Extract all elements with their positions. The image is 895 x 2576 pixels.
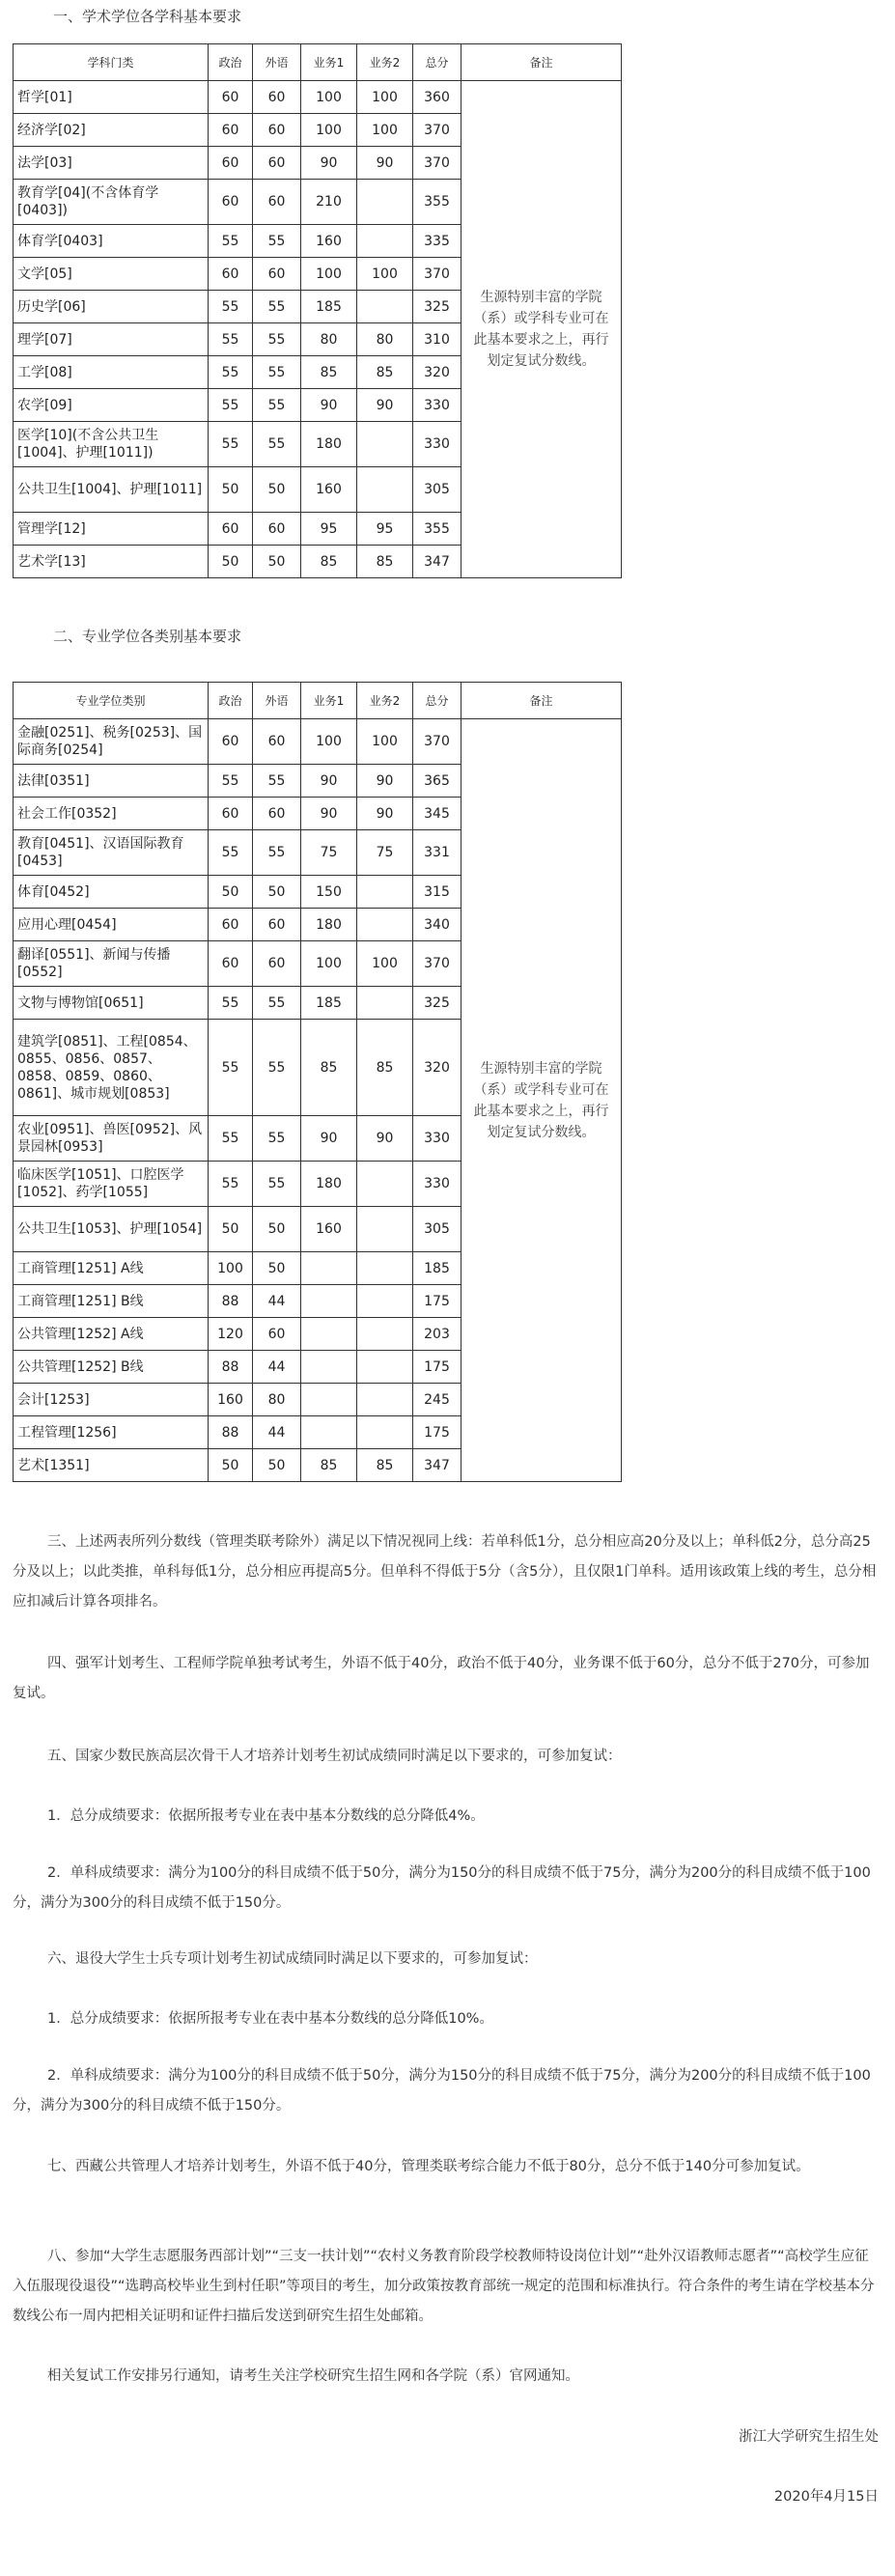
cell-subject-2 xyxy=(357,180,413,225)
cell-name: 公共卫生[1004]、护理[1011] xyxy=(14,467,209,513)
cell-total: 355 xyxy=(413,513,461,546)
cell-subject-2 xyxy=(357,876,413,909)
cell-subject-2: 90 xyxy=(357,147,413,180)
cell-subject-1 xyxy=(301,1252,357,1285)
cell-subject-1: 185 xyxy=(301,291,357,323)
cell-total: 175 xyxy=(413,1416,461,1449)
cell-language: 55 xyxy=(253,765,301,798)
cell-subject-2 xyxy=(357,1252,413,1285)
header-subject-1: 业务1 xyxy=(301,44,357,81)
cell-total: 347 xyxy=(413,1449,461,1482)
header-language: 外语 xyxy=(253,44,301,81)
rule-6-item-1: 1．总分成绩要求：依据所报考专业在表中基本分数线的总分降低10%。 xyxy=(47,2011,493,2027)
cell-subject-2: 85 xyxy=(357,546,413,578)
cell-politics: 60 xyxy=(209,147,253,180)
cell-politics: 50 xyxy=(209,546,253,578)
remarks-note: 生源特别丰富的学院（系）或学科专业可在此基本要求之上，再行划定复试分数线。 xyxy=(461,81,622,578)
rule-5-item-2: 2．单科成绩要求：满分为100分的科目成绩不低于50分，满分为150分的科目成绩不低于75分，满分为200分的科目成绩不低于100分，满分为300分的科目成绩不低于150分。 xyxy=(13,1865,871,1911)
cell-total: 245 xyxy=(413,1384,461,1416)
cell-total: 360 xyxy=(413,81,461,114)
rule-6-paragraph: 六、退役大学生士兵专项计划考生初试成绩同时满足以下要求的，可参加复试： xyxy=(47,1951,538,1967)
cell-name: 临床医学[1051]、口腔医学[1052]、药学[1055] xyxy=(14,1162,209,1207)
issuer-signature: 浙江大学研究生招生处 xyxy=(739,2429,879,2445)
cell-subject-1: 90 xyxy=(301,389,357,422)
cell-name: 公共管理[1252] A线 xyxy=(14,1318,209,1351)
closing-notice: 相关复试工作安排另行通知，请考生关注学校研究生招生网和各学院（系）官网通知。 xyxy=(47,2368,579,2384)
cell-total: 347 xyxy=(413,546,461,578)
cell-politics: 60 xyxy=(209,909,253,941)
cell-total: 345 xyxy=(413,798,461,830)
cell-name: 公共管理[1252] B线 xyxy=(14,1351,209,1384)
cell-language: 60 xyxy=(253,258,301,291)
cell-name: 公共卫生[1053]、护理[1054] xyxy=(14,1207,209,1252)
cell-name: 文物与博物馆[0651] xyxy=(14,987,209,1020)
cell-name: 翻译[0551]、新闻与传播[0552] xyxy=(14,941,209,987)
cell-subject-1: 90 xyxy=(301,798,357,830)
cell-subject-1: 90 xyxy=(301,765,357,798)
cell-subject-2: 90 xyxy=(357,765,413,798)
header-category: 专业学位类别 xyxy=(14,683,209,719)
cell-subject-2: 85 xyxy=(357,1449,413,1482)
cell-politics: 50 xyxy=(209,1207,253,1252)
cell-language: 44 xyxy=(253,1285,301,1318)
cell-name: 农学[09] xyxy=(14,389,209,422)
cell-subject-1: 85 xyxy=(301,546,357,578)
cell-name: 医学[10](不含公共卫生[1004]、护理[1011]) xyxy=(14,422,209,467)
cell-language: 60 xyxy=(253,941,301,987)
cell-language: 55 xyxy=(253,225,301,258)
cell-language: 50 xyxy=(253,1252,301,1285)
header-language: 外语 xyxy=(253,683,301,719)
cell-name: 建筑学[0851]、工程[0854、0855、0856、0857、0858、0859、0860、0861]、城市规划[0853] xyxy=(14,1020,209,1116)
cell-subject-2: 90 xyxy=(357,1116,413,1162)
cell-subject-1: 160 xyxy=(301,467,357,513)
cell-subject-2 xyxy=(357,225,413,258)
cell-total: 315 xyxy=(413,876,461,909)
cell-subject-2: 100 xyxy=(357,719,413,765)
cell-total: 370 xyxy=(413,941,461,987)
cell-total: 335 xyxy=(413,225,461,258)
cell-politics: 55 xyxy=(209,389,253,422)
cell-total: 305 xyxy=(413,1207,461,1252)
cell-subject-1: 100 xyxy=(301,114,357,147)
cell-subject-2: 90 xyxy=(357,389,413,422)
cell-politics: 88 xyxy=(209,1416,253,1449)
cell-language: 60 xyxy=(253,114,301,147)
cell-total: 331 xyxy=(413,830,461,876)
cell-politics: 60 xyxy=(209,81,253,114)
cell-language: 55 xyxy=(253,323,301,356)
cell-subject-2 xyxy=(357,1285,413,1318)
header-subject-2: 业务2 xyxy=(357,683,413,719)
cell-language: 50 xyxy=(253,1449,301,1482)
cell-name: 体育[0452] xyxy=(14,876,209,909)
cell-name: 工学[08] xyxy=(14,356,209,389)
header-politics: 政治 xyxy=(209,683,253,719)
cell-language: 60 xyxy=(253,180,301,225)
cell-subject-1: 100 xyxy=(301,719,357,765)
cell-politics: 55 xyxy=(209,291,253,323)
cell-subject-1: 85 xyxy=(301,1449,357,1482)
cell-subject-2 xyxy=(357,987,413,1020)
cell-language: 50 xyxy=(253,546,301,578)
cell-language: 55 xyxy=(253,291,301,323)
table-row xyxy=(14,719,622,765)
cell-politics: 50 xyxy=(209,876,253,909)
cell-name: 法律[0351] xyxy=(14,765,209,798)
cell-name: 教育[0451]、汉语国际教育[0453] xyxy=(14,830,209,876)
cell-subject-1: 75 xyxy=(301,830,357,876)
cell-language: 55 xyxy=(253,1116,301,1162)
cell-total: 370 xyxy=(413,719,461,765)
cell-total: 305 xyxy=(413,467,461,513)
cell-total: 175 xyxy=(413,1351,461,1384)
cell-total: 325 xyxy=(413,987,461,1020)
cell-politics: 55 xyxy=(209,225,253,258)
cell-subject-1: 90 xyxy=(301,1116,357,1162)
cell-language: 55 xyxy=(253,356,301,389)
professional-degree-table xyxy=(13,682,622,1482)
cell-subject-1: 100 xyxy=(301,81,357,114)
cell-subject-2 xyxy=(357,1351,413,1384)
cell-subject-1 xyxy=(301,1384,357,1416)
cell-total: 185 xyxy=(413,1252,461,1285)
cell-language: 55 xyxy=(253,1162,301,1207)
section1-title: 一、学术学位各学科基本要求 xyxy=(53,8,242,25)
cell-subject-1: 100 xyxy=(301,258,357,291)
cell-total: 310 xyxy=(413,323,461,356)
cell-politics: 55 xyxy=(209,765,253,798)
cell-subject-1 xyxy=(301,1285,357,1318)
cell-politics: 55 xyxy=(209,830,253,876)
rule-4-paragraph: 四、强军计划考生、工程师学院单独考试考生，外语不低于40分，政治不低于40分，业务课不低于60分，总分不低于270分，可参加复试。 xyxy=(13,1656,870,1701)
header-remarks: 备注 xyxy=(461,44,622,81)
issue-date: 2020年4月15日 xyxy=(773,2489,879,2505)
header-remarks: 备注 xyxy=(461,683,622,719)
cell-language: 55 xyxy=(253,830,301,876)
cell-name: 工商管理[1251] B线 xyxy=(14,1285,209,1318)
cell-subject-2: 90 xyxy=(357,798,413,830)
cell-subject-1 xyxy=(301,1416,357,1449)
cell-language: 55 xyxy=(253,389,301,422)
cell-language: 44 xyxy=(253,1416,301,1449)
cell-subject-1: 180 xyxy=(301,909,357,941)
table-header-row xyxy=(14,44,622,81)
header-politics: 政治 xyxy=(209,44,253,81)
cell-total: 325 xyxy=(413,291,461,323)
cell-subject-1: 85 xyxy=(301,1020,357,1116)
cell-subject-2: 100 xyxy=(357,941,413,987)
cell-politics: 100 xyxy=(209,1252,253,1285)
cell-name: 工商管理[1251] A线 xyxy=(14,1252,209,1285)
cell-politics: 60 xyxy=(209,798,253,830)
cell-subject-1: 185 xyxy=(301,987,357,1020)
cell-name: 社会工作[0352] xyxy=(14,798,209,830)
cell-subject-1 xyxy=(301,1318,357,1351)
cell-subject-2 xyxy=(357,1318,413,1351)
cell-language: 60 xyxy=(253,1318,301,1351)
cell-name: 理学[07] xyxy=(14,323,209,356)
cell-name: 经济学[02] xyxy=(14,114,209,147)
header-total: 总分 xyxy=(413,44,461,81)
cell-name: 应用心理[0454] xyxy=(14,909,209,941)
cell-language: 60 xyxy=(253,513,301,546)
cell-total: 175 xyxy=(413,1285,461,1318)
cell-subject-2: 80 xyxy=(357,323,413,356)
cell-name: 会计[1253] xyxy=(14,1384,209,1416)
cell-name: 文学[05] xyxy=(14,258,209,291)
cell-total: 370 xyxy=(413,258,461,291)
cell-total: 370 xyxy=(413,114,461,147)
cell-name: 体育学[0403] xyxy=(14,225,209,258)
cell-subject-2 xyxy=(357,1162,413,1207)
cell-total: 320 xyxy=(413,1020,461,1116)
cell-name: 金融[0251]、税务[0253]、国际商务[0254] xyxy=(14,719,209,765)
table-header-row xyxy=(14,683,622,719)
section2-title: 二、专业学位各类别基本要求 xyxy=(53,628,242,645)
cell-language: 55 xyxy=(253,987,301,1020)
cell-subject-2: 95 xyxy=(357,513,413,546)
cell-name: 历史学[06] xyxy=(14,291,209,323)
cell-name: 农业[0951]、兽医[0952]、风景园林[0953] xyxy=(14,1116,209,1162)
cell-name: 哲学[01] xyxy=(14,81,209,114)
cell-subject-1: 150 xyxy=(301,876,357,909)
cell-politics: 60 xyxy=(209,258,253,291)
cell-subject-2 xyxy=(357,1416,413,1449)
cell-name: 法学[03] xyxy=(14,147,209,180)
header-subject-1: 业务1 xyxy=(301,683,357,719)
cell-name: 艺术[1351] xyxy=(14,1449,209,1482)
cell-total: 355 xyxy=(413,180,461,225)
cell-politics: 88 xyxy=(209,1285,253,1318)
cell-subject-2 xyxy=(357,909,413,941)
cell-subject-2 xyxy=(357,422,413,467)
cell-language: 60 xyxy=(253,798,301,830)
cell-subject-2: 75 xyxy=(357,830,413,876)
cell-total: 330 xyxy=(413,389,461,422)
cell-subject-1: 180 xyxy=(301,422,357,467)
cell-politics: 60 xyxy=(209,180,253,225)
cell-politics: 60 xyxy=(209,114,253,147)
cell-total: 320 xyxy=(413,356,461,389)
header-total: 总分 xyxy=(413,683,461,719)
cell-subject-2: 85 xyxy=(357,1020,413,1116)
cell-subject-1: 160 xyxy=(301,1207,357,1252)
cell-language: 50 xyxy=(253,876,301,909)
cell-language: 80 xyxy=(253,1384,301,1416)
cell-language: 60 xyxy=(253,909,301,941)
rule-3-paragraph: 三、上述两表所列分数线（管理类联考除外）满足以下情况视同上线：若单科低1分，总分相应高20分及以上；单科低2分，总分高25分及以上；以此类推，单科每低1分，总分相应再提高5分。但单科不得低于5分（含5分），且仅限1门单科。适用该政策上线的考生，总分相应扣减后计算各项排名。 xyxy=(13,1534,877,1610)
cell-total: 340 xyxy=(413,909,461,941)
rule-6-item-2: 2．单科成绩要求：满分为100分的科目成绩不低于50分，满分为150分的科目成绩不低于75分，满分为200分的科目成绩不低于100分，满分为300分的科目成绩不低于150分。 xyxy=(13,2068,871,2114)
rule-7-paragraph: 七、西藏公共管理人才培养计划考生，外语不低于40分，管理类联考综合能力不低于80分，总分不低于140分可参加复试。 xyxy=(47,2159,810,2174)
cell-total: 365 xyxy=(413,765,461,798)
cell-subject-1: 160 xyxy=(301,225,357,258)
cell-subject-1: 95 xyxy=(301,513,357,546)
header-subject-2: 业务2 xyxy=(357,44,413,81)
cell-language: 60 xyxy=(253,81,301,114)
cell-politics: 50 xyxy=(209,467,253,513)
cell-subject-2 xyxy=(357,1384,413,1416)
cell-subject-2: 100 xyxy=(357,81,413,114)
cell-politics: 60 xyxy=(209,941,253,987)
cell-total: 370 xyxy=(413,147,461,180)
rule-5-item-1: 1．总分成绩要求：依据所报考专业在表中基本分数线的总分降低4%。 xyxy=(47,1808,485,1824)
cell-name: 教育学[04](不含体育学[0403]) xyxy=(14,180,209,225)
cell-subject-2: 85 xyxy=(357,356,413,389)
cell-subject-2 xyxy=(357,291,413,323)
cell-subject-1: 90 xyxy=(301,147,357,180)
cell-name: 艺术学[13] xyxy=(14,546,209,578)
cell-politics: 55 xyxy=(209,356,253,389)
cell-politics: 160 xyxy=(209,1384,253,1416)
cell-language: 50 xyxy=(253,467,301,513)
cell-subject-1: 100 xyxy=(301,941,357,987)
cell-politics: 88 xyxy=(209,1351,253,1384)
cell-politics: 60 xyxy=(209,513,253,546)
cell-politics: 120 xyxy=(209,1318,253,1351)
cell-subject-2: 100 xyxy=(357,114,413,147)
remarks-note: 生源特别丰富的学院（系）或学科专业可在此基本要求之上，再行划定复试分数线。 xyxy=(461,719,622,1482)
cell-subject-2: 100 xyxy=(357,258,413,291)
cell-subject-1: 210 xyxy=(301,180,357,225)
cell-subject-1 xyxy=(301,1351,357,1384)
cell-politics: 55 xyxy=(209,1162,253,1207)
cell-subject-1: 180 xyxy=(301,1162,357,1207)
cell-politics: 55 xyxy=(209,1116,253,1162)
rule-8-paragraph: 八、参加“大学生志愿服务西部计划”“三支一扶计划”“农村义务教育阶段学校教师特设岗位计划”“赴外汉语教师志愿者”“高校学生应征入伍服现役退役”“选聘高校毕业生到村任职”等项目的考生，加分政策按教育部统一规定的范围和标准执行。符合条件的考生请在学校基本分数线公布一周内把相关证明和证件扫描后发送到研究生招生处邮箱。 xyxy=(13,2249,875,2324)
cell-politics: 55 xyxy=(209,422,253,467)
cell-total: 330 xyxy=(413,1116,461,1162)
academic-degree-table xyxy=(13,43,622,578)
table-row xyxy=(14,81,622,114)
rule-5-paragraph: 五、国家少数民族高层次骨干人才培养计划考生初试成绩同时满足以下要求的，可参加复试： xyxy=(47,1749,622,1764)
cell-politics: 60 xyxy=(209,719,253,765)
cell-politics: 50 xyxy=(209,1449,253,1482)
cell-language: 50 xyxy=(253,1207,301,1252)
cell-politics: 55 xyxy=(209,323,253,356)
cell-name: 工程管理[1256] xyxy=(14,1416,209,1449)
cell-language: 60 xyxy=(253,147,301,180)
cell-subject-2 xyxy=(357,1207,413,1252)
header-discipline: 学科门类 xyxy=(14,44,209,81)
cell-subject-2 xyxy=(357,467,413,513)
cell-total: 330 xyxy=(413,1162,461,1207)
cell-subject-1: 85 xyxy=(301,356,357,389)
cell-total: 330 xyxy=(413,422,461,467)
cell-language: 44 xyxy=(253,1351,301,1384)
cell-total: 203 xyxy=(413,1318,461,1351)
cell-name: 管理学[12] xyxy=(14,513,209,546)
cell-politics: 55 xyxy=(209,987,253,1020)
cell-language: 55 xyxy=(253,422,301,467)
cell-subject-1: 80 xyxy=(301,323,357,356)
cell-language: 55 xyxy=(253,1020,301,1116)
cell-politics: 55 xyxy=(209,1020,253,1116)
cell-language: 60 xyxy=(253,719,301,765)
